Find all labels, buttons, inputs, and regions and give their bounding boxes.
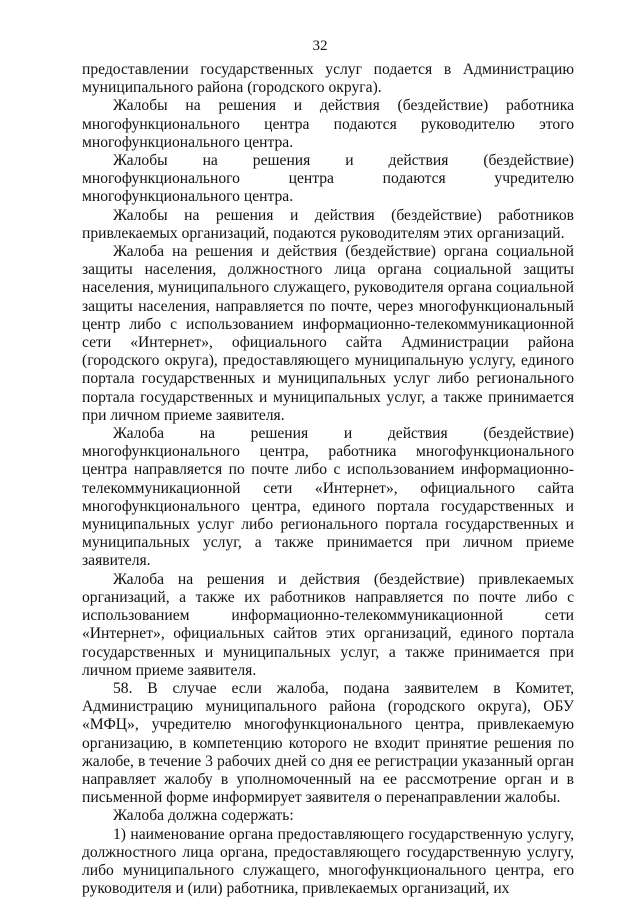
paragraph-complaint-organization-workers: Жалобы на решения и действия (бездействие) работников привлекаемых организаций, подаются руководителям этих организаций. [82, 206, 574, 242]
paragraph-complaint-contents: Жалоба должна содержать: [113, 807, 294, 825]
paragraph-complaint-social-protection: Жалоба на решения и действия (бездействие) органа социальной защиты населения, должностного лица органа социальной защиты населения, муниципального служащего, руководителя органа социальной защиты населения, направляется по почте, через многофункциональный центр либо с использованием информационно-телекоммуникационной сети «Интернет», официального сайта Администрации района (городского округа), предоставляющего муниципальную услугу, единого портала государственных и муниципальных услуг либо регионального портала государственных и муниципальных услуг, а также принимается при личном приеме заявителя. [82, 243, 574, 424]
paragraph-complaint-mfc-channels: Жалоба на решения и действия (бездействие) многофункционального центра, работника многофункционального центра направляется по почте либо с использованием информационно-телекоммуникационной сети «Интернет», официального сайта многофункционального центра, единого портала государственных и муниципальных услуг либо регионального портала государственных и муниципальных услуг, а также принимается при личном приеме заявителя. [82, 425, 574, 570]
page-number: 32 [312, 38, 328, 54]
document-body [82, 61, 574, 898]
paragraph-complaint-mfc-worker: Жалобы на решения и действия (бездействие) работника многофункционального центра подаются руководителю этого многофункционального центра. [82, 97, 574, 151]
paragraph-complaint-organizations-channels: Жалоба на решения и действия (бездействие) привлекаемых организаций, а также их работников направляется по почте либо с использованием информационно-телекоммуникационной сети «Интернет», официальных сайтов этих организаций, единого портала государственных и муниципальных услуг, а также принимается при личном приеме заявителя. [82, 570, 574, 679]
paragraph-item-1: 1) наименование органа предоставляющего государственную услугу, должностного лица органа, предоставляющего государственную услугу, либо муниципального служащего, многофункционального центра, его руководителя и (или) работника, привлекаемых организаций, их [82, 825, 574, 898]
paragraph-complaint-mfc: Жалобы на решения и действия (бездействие) многофункционального центра подаются учредителю многофункционального центра. [82, 152, 574, 206]
paragraph-clause-58: 58. В случае если жалоба, подана заявителем в Комитет, Администрацию муниципального района (городского округа), ОБУ «МФЦ», учредителю многофункционального центра, привлекаемую организацию, в компетенцию которого не входит принятие решения по жалобе, в течение 3 рабочих дней со дня ее регистрации указанный орган направляет жалобу в уполномоченный на ее рассмотрение орган и в письменной форме информирует заявителя о перенаправлении жалобы. [82, 679, 574, 807]
paragraph-continuation: предоставлении государственных услуг подается в Администрацию муниципального района (городского округа). [82, 61, 574, 97]
